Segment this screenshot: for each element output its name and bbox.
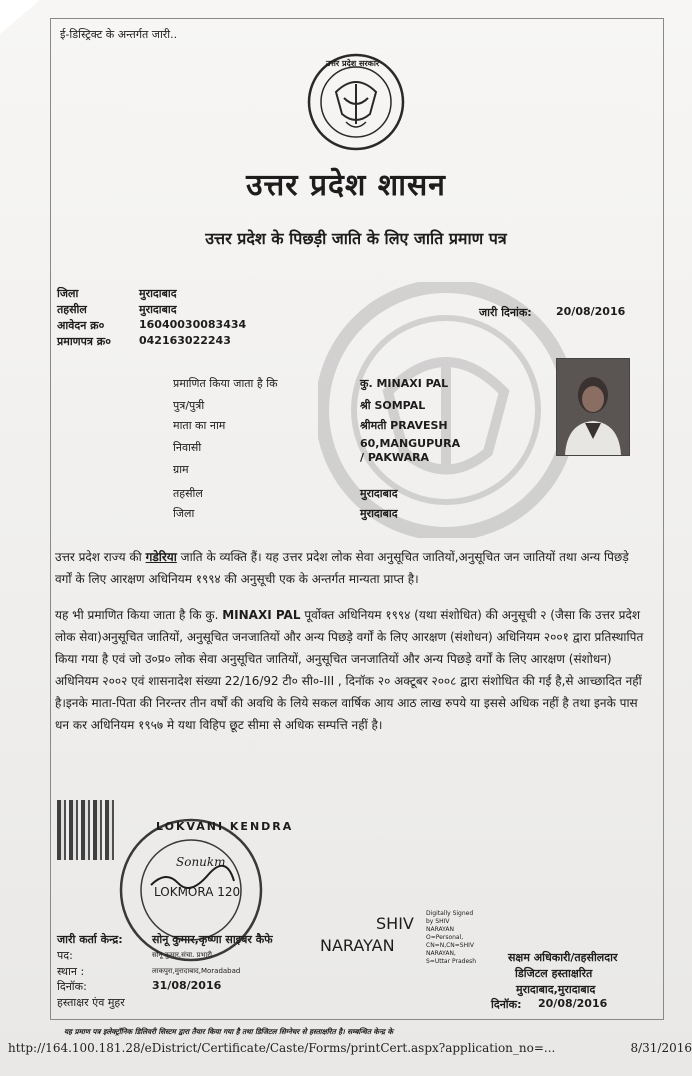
kendra-label: जारी कर्ता केन्द्र: <box>57 933 123 946</box>
district-note: ई-डिस्ट्रिक्ट के अन्तर्गत जारी.. <box>60 28 178 41</box>
person-tehsil-label: तहसील <box>173 487 203 500</box>
certification-paragraph-end: पूर्वोक्त अधिनियम १९९४ (यथा संशोधित) की अनुसूची २ (जैसा कि उत्तर प्रदेश लोक सेवा)अनुसूचित जातियों, अनुसूचित जनजातियों और अन्य पिछड़े वर्गों के लिए आरक्षण (संशोधन) अधिनियम २००१ द्वारा प्रतिस्थापित किया गया है एवं जो उ०प्र० लोक सेवा अनुसूचित जातियों, अनुसूचित जनजातियों और अन्य पिछड़े वर्गों के लिए आरक्षण (संशोधन) अधिनियम २००२ एवं शासनादेश संख्या 22/16/92 टी० सी०-III , दिनॉक २० अक्टूबर २००८ द्वारा संशोधित की गई है,से आच्छादित नहीं है।इनके माता-पिता की निरन्तर तीन वर्षों की अवधि के लिये सकल वार्षिक आय आठ लाख रुपये या इससे अधिक नहीं है तथा इनके पास धन कर अधिनियम १९५७ मे यथा विहिप छूट सीमा से अधिक सम्पत्ति नहीं है। <box>55 608 644 732</box>
authority-date-value: 20/08/2016 <box>538 997 608 1010</box>
certification-applicant-name: MINAXI PAL <box>222 608 301 622</box>
folded-corner <box>0 0 40 34</box>
authority-date-label: दिनॉक: <box>491 998 522 1011</box>
seal-text: उत्तर प्रदेश सरकार <box>326 59 380 68</box>
caste-name: गडेरिया <box>145 550 177 564</box>
page-subtitle: उत्तर प्रदेश के पिछड़ी जाति के लिए जाति प्रमाण पत्र <box>205 229 507 248</box>
up-government-seal <box>306 52 406 152</box>
applicant-name: कु. MINAXI PAL <box>360 377 449 390</box>
application-label: आवेदन क्र० <box>57 319 105 332</box>
person-district-value: मुरादाबाद <box>360 507 398 520</box>
print-footer <box>8 1041 692 1055</box>
stamp-inner-text: LOKMORA 120 <box>154 885 241 899</box>
authority-title: सक्षम अधिकारी/तहसीलदार <box>508 951 618 964</box>
digital-sign-name-2: NARAYAN <box>320 936 395 955</box>
tehsil-value: मुरादाबाद <box>139 303 177 316</box>
post-value: सोनू कुमार,संचा. प्रभारी <box>152 951 212 959</box>
stamp-signature: Sonukm <box>176 855 226 869</box>
issue-date-label: जारी दिनांक: <box>479 306 532 319</box>
qr-code <box>57 800 115 860</box>
digital-sign-line: NARAYAN, <box>426 950 456 957</box>
kendra-value: सोनू कुमार,कृष्णा साइबर कैफे <box>152 933 273 946</box>
caste-paragraph-start: उत्तर प्रदेश राज्य की <box>55 550 142 564</box>
applicant-photo <box>556 358 630 456</box>
print-date: 8/31/2016 <box>630 1041 692 1055</box>
page-url: http://164.100.181.28/eDistrict/Certificate/Caste/Forms/printCert.aspx?application_no=... <box>8 1041 556 1055</box>
digital-sign-line: O=Personal, <box>426 934 464 941</box>
authority-signed: डिजिटल हस्ताक्षरित <box>515 967 593 980</box>
certified-label: प्रमाणित किया जाता है कि <box>173 377 278 390</box>
caste-paragraph <box>55 546 645 590</box>
signature-label: हस्ताक्षर एंव मुहर <box>57 996 125 1009</box>
digital-sign-line: by SHIV <box>426 918 450 925</box>
application-number: 16040030083434 <box>139 318 247 331</box>
digital-sign-line: Digitally Signed <box>426 910 474 917</box>
certificate-number: 042163022243 <box>139 334 231 347</box>
authority-place: मुरादाबाद,मुरादाबाद <box>516 983 596 996</box>
watermark-seal <box>318 282 574 538</box>
issue-date-value: 20/08/2016 <box>556 305 626 318</box>
certification-paragraph <box>55 604 645 736</box>
person-tehsil-value: मुरादाबाद <box>360 487 398 500</box>
parent-label: पुत्र/पुत्री <box>173 399 205 412</box>
digital-sign-name-1: SHIV <box>376 914 414 933</box>
post-label: पद: <box>57 949 73 962</box>
digital-sign-line: NARAYAN <box>426 926 454 933</box>
issuer-date-label: दिनॉक: <box>57 980 87 993</box>
page-title: उत्तर प्रदेश शासन <box>246 168 446 203</box>
father-name: श्री SOMPAL <box>360 399 426 412</box>
person-district-label: जिला <box>173 507 195 520</box>
issuer-date-value: 31/08/2016 <box>152 979 222 992</box>
district-label: जिला <box>57 287 79 300</box>
bottom-note: यह प्रमाण पत्र इलेक्ट्रॉनिक डिलिवरी सिस्टम द्वारा तैयार किया गया है तथा डिजिटल सिग्नेचर से हस्ताक्षरित है। सम्बन्धित केन्द्र के <box>64 1027 393 1036</box>
mother-label: माता का नाम <box>173 419 226 432</box>
digital-sign-line: S=Uttar Pradesh <box>426 958 477 965</box>
stamp-outer-text: LOKVANI KENDRA <box>156 820 294 833</box>
village-label: ग्राम <box>173 463 189 476</box>
certificate-label: प्रमाणपत्र क्र० <box>57 335 111 348</box>
digital-sign-line: CN=N,CN=SHIV <box>426 942 474 949</box>
place-value: लाकपुरा,मुरादाबाद,Moradabad <box>152 967 241 975</box>
district-value: मुरादाबाद <box>139 287 177 300</box>
mother-name: श्रीमती PRAVESH <box>360 419 448 432</box>
place-label: स्थान : <box>57 965 85 978</box>
tehsil-label: तहसील <box>57 303 87 316</box>
digital-sign-detail <box>426 910 476 966</box>
certification-paragraph-start: यह भी प्रमाणित किया जाता है कि कु. <box>55 608 219 622</box>
caste-paragraph-end: जाति के व्यक्ति हैं। यह उत्तर प्रदेश लोक सेवा अनुसूचित जातियों,अनुसूचित जन जातियों तथा अन्य पिछड़े वर्गों के लिए आरक्षण अधिनियम १९९४ की अनुसूची एक के अन्तर्गत मान्यता प्राप्त है। <box>55 550 629 586</box>
resident-address: 60,MANGUPURA / PAKWARA <box>360 437 461 464</box>
resident-label: निवासी <box>173 441 202 454</box>
